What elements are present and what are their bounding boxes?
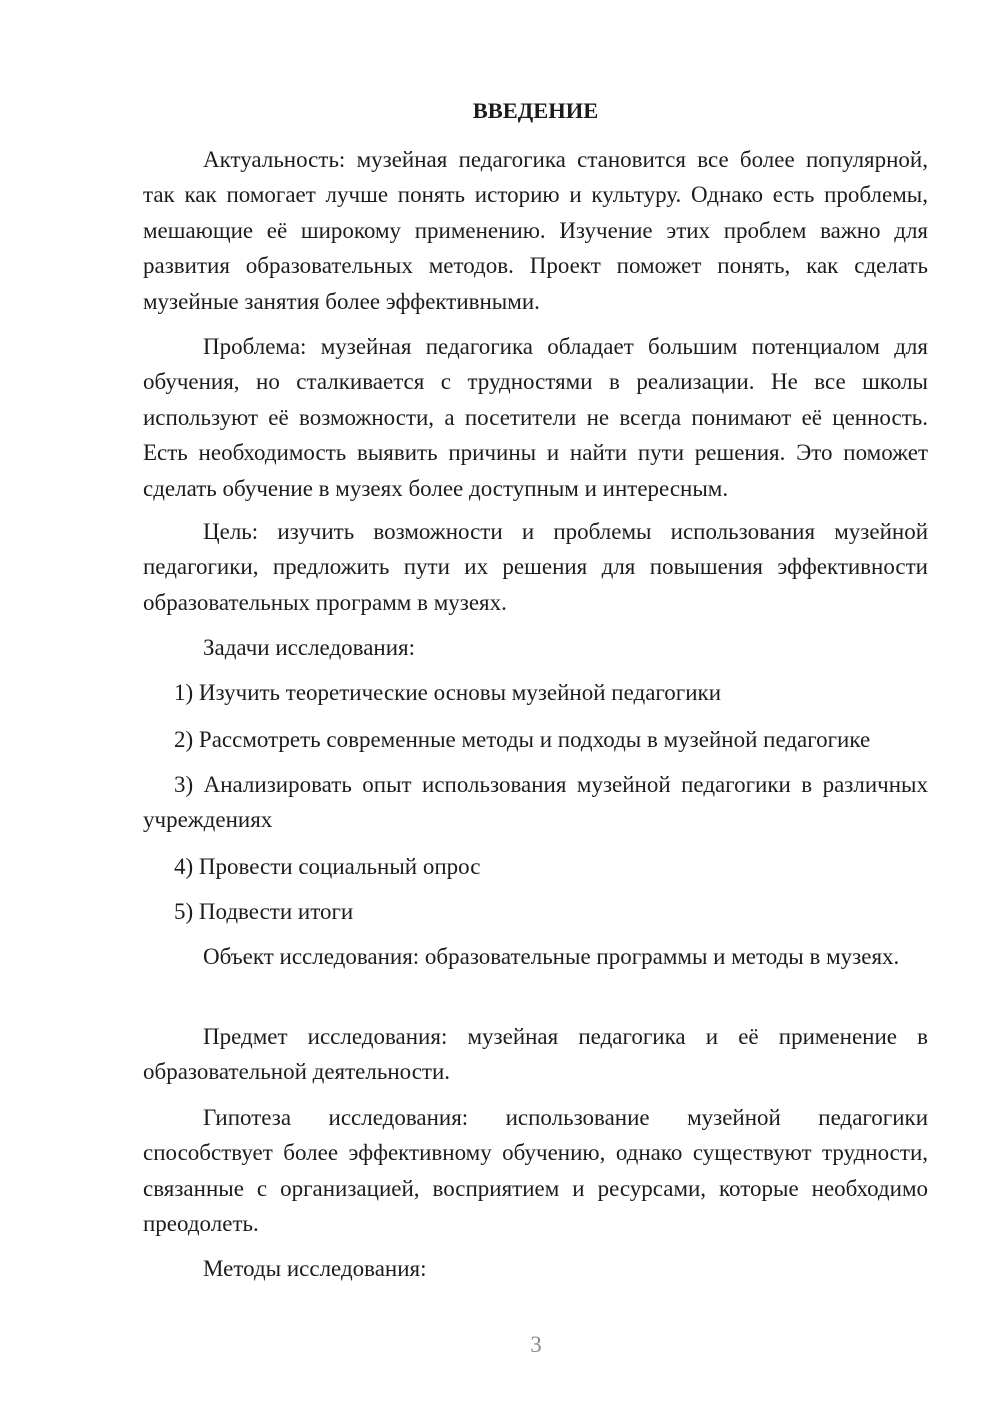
object-paragraph: Объект исследования: образовательные программы и методы в музеях. [203, 944, 900, 969]
subject-paragraph: Предмет исследования: музейная педагогика и её применение в образовательной деятельности. [143, 1024, 928, 1085]
task-item: 3) Анализировать опыт использования музейной педагогики в различных учреждениях [143, 772, 928, 833]
page-title: ВВЕДЕНИЕ [472, 98, 599, 123]
goal-paragraph: Цель: изучить возможности и проблемы использования музейной педагогики, предложить пути их решения для повышения эффективности образовательных программ в музеях. [143, 519, 928, 615]
task-item: 5) Подвести итоги [174, 899, 354, 924]
methods-heading: Методы исследования: [203, 1256, 427, 1281]
hypothesis-paragraph: Гипотеза исследования: использование музейной педагогики способствует более эффективному обучению, однако существуют трудности, связанные с организацией, восприятием и ресурсами, которые необходимо преодолеть. [143, 1105, 928, 1237]
page-number: 3 [530, 1332, 542, 1357]
tasks-heading: Задачи исследования: [203, 635, 416, 660]
relevance-paragraph: Актуальность: музейная педагогика становится все более популярной, так как помогает лучше понять историю и культуру. Однако есть проблемы, мешающие её широкому применению. Изучение этих проблем важно для развития образовательных методов. Проект поможет понять, как сделать музейные занятия более эффективными. [143, 147, 928, 314]
problem-paragraph: Проблема: музейная педагогика обладает большим потенциалом для обучения, но сталкивается с трудностями в реализации. Не все школы используют её возможности, а посетители не всегда понимают её ценность. Есть необходимость выявить причины и найти пути решения. Это поможет сделать обучение в музеях более доступным и интересным. [143, 334, 928, 501]
task-item: 4) Провести социальный опрос [174, 854, 481, 879]
task-item: 1) Изучить теоретические основы музейной педагогики [174, 680, 722, 705]
task-item: 2) Рассмотреть современные методы и подходы в музейной педагогике [174, 727, 871, 752]
